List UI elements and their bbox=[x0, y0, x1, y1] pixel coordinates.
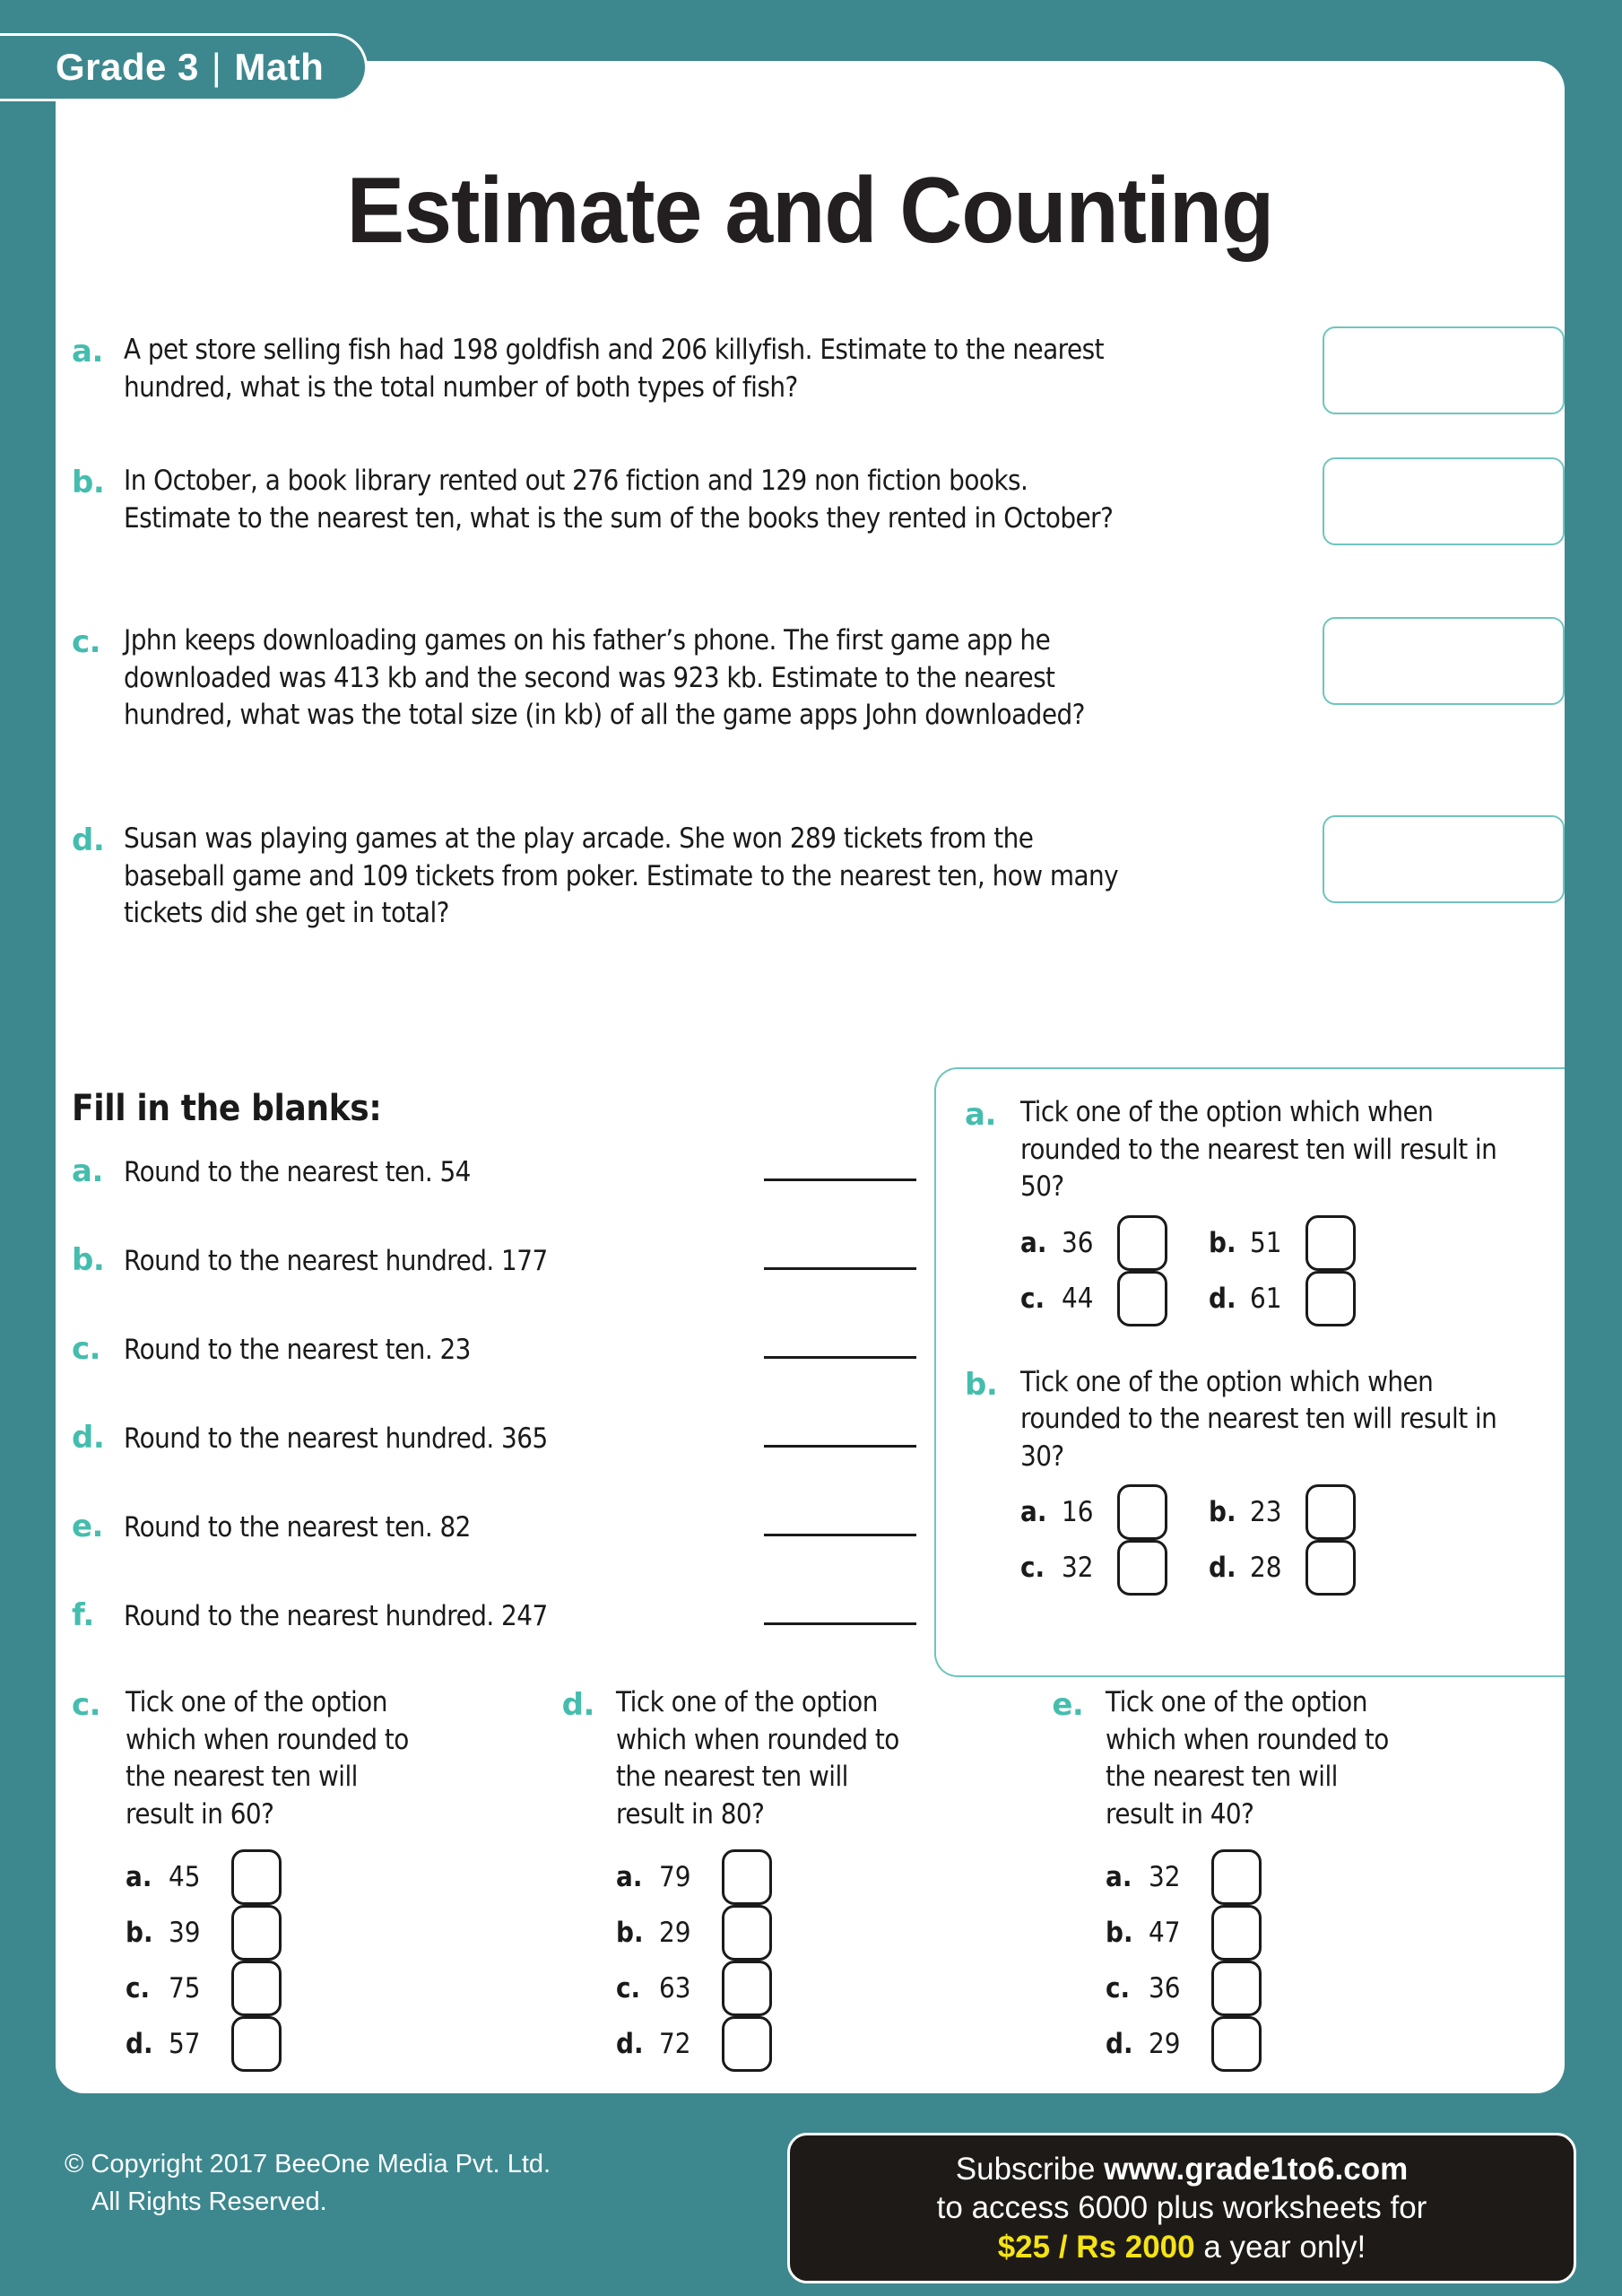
answer-box[interactable] bbox=[1323, 815, 1565, 903]
fill-blank-marker: a. bbox=[72, 1153, 103, 1189]
tick-option-label: d. bbox=[1209, 1282, 1236, 1315]
word-problem-marker: c. bbox=[72, 624, 101, 660]
answer-box[interactable] bbox=[1323, 617, 1565, 705]
word-problem-text: Jphn keeps downloading games on his father’s phone. The first game app he downloaded was 413 kb and the second was 923 kb. Estimate to the nearest hundred, what was the total size (in kb) of all the game apps John downloaded? bbox=[124, 624, 1085, 732]
tick-question-marker: c. bbox=[72, 1687, 101, 1723]
subscribe-prefix: Subscribe bbox=[955, 2151, 1105, 2187]
tick-checkbox[interactable] bbox=[231, 1849, 282, 1905]
tick-question bbox=[965, 1094, 1565, 1206]
fill-blank-row bbox=[72, 1509, 950, 1597]
tick-option-list bbox=[1106, 1849, 1542, 2072]
fill-blank-row bbox=[72, 1597, 950, 1686]
word-problem-text: Susan was playing games at the play arcade. She won 289 tickets from the baseball game and 109 tickets from poker. Estimate to the nearest ten, how many tickets did she get in total? bbox=[124, 822, 1119, 930]
tick-option bbox=[1209, 1540, 1397, 1596]
fill-blank-marker: b. bbox=[72, 1242, 105, 1278]
tick-column bbox=[562, 1684, 1053, 2072]
tick-option-label: a. bbox=[1020, 1226, 1047, 1259]
tick-option-label: d. bbox=[1209, 1552, 1236, 1585]
tick-option-value: 28 bbox=[1250, 1552, 1282, 1585]
tick-checkbox[interactable] bbox=[1305, 1215, 1356, 1271]
tick-checkbox[interactable] bbox=[1117, 1215, 1167, 1271]
tick-option bbox=[126, 1905, 562, 1961]
fill-blank-input[interactable] bbox=[616, 1622, 950, 1625]
tick-option-value: 32 bbox=[1062, 1552, 1094, 1585]
tick-question-panel bbox=[934, 1067, 1565, 1677]
tick-option-label: d. bbox=[1106, 2028, 1133, 2061]
tick-option-value: 72 bbox=[658, 2028, 691, 2061]
tick-option-value: 36 bbox=[1149, 1972, 1181, 2005]
fill-in-the-blanks-heading: Fill in the blanks: bbox=[72, 1088, 382, 1129]
tick-option-value: 39 bbox=[169, 1917, 201, 1950]
tick-option bbox=[1209, 1215, 1397, 1271]
fill-blank-row bbox=[72, 1420, 950, 1509]
word-problem-row bbox=[56, 821, 1565, 955]
fill-blank-text: Round to the nearest ten. 23 bbox=[124, 1334, 471, 1366]
tick-checkbox[interactable] bbox=[722, 2016, 772, 2072]
subscribe-line-1 bbox=[956, 2150, 1408, 2188]
tick-option-value: 51 bbox=[1250, 1226, 1282, 1259]
answer-box[interactable] bbox=[1323, 326, 1565, 414]
tick-option bbox=[1020, 1271, 1209, 1326]
word-problem-marker: d. bbox=[72, 822, 105, 858]
tick-option-label: b. bbox=[615, 1917, 644, 1950]
tick-column bbox=[72, 1684, 562, 2072]
tick-option-label: d. bbox=[126, 2028, 153, 2061]
worksheet-card bbox=[56, 61, 1565, 2093]
fill-blank-input[interactable] bbox=[531, 1355, 950, 1359]
fill-blank-input[interactable] bbox=[616, 1266, 950, 1270]
tick-option-label: a. bbox=[126, 1861, 152, 1894]
page-title: Estimate and Counting bbox=[346, 159, 1274, 263]
tick-option bbox=[616, 1961, 1053, 2016]
tick-checkbox[interactable] bbox=[722, 1961, 772, 2016]
tick-option bbox=[1106, 1849, 1542, 1905]
word-problem-marker: b. bbox=[72, 465, 105, 500]
tick-question-text: Tick one of the option which when rounded to the nearest ten will result in 60? bbox=[126, 1686, 409, 1831]
answer-box[interactable] bbox=[1323, 457, 1565, 545]
fill-blank-text: Round to the nearest hundred. 365 bbox=[124, 1422, 548, 1455]
tick-option-label: c. bbox=[1106, 1972, 1131, 2005]
tick-column bbox=[1052, 1684, 1542, 2072]
word-problem-marker: a. bbox=[72, 334, 103, 370]
tick-option-label: c. bbox=[1020, 1552, 1045, 1585]
tick-option-value: 32 bbox=[1149, 1861, 1181, 1894]
subscribe-price: $25 / Rs 2000 bbox=[997, 2229, 1195, 2265]
tick-question-marker: a. bbox=[965, 1097, 996, 1133]
subscribe-url[interactable]: www.grade1to6.com bbox=[1104, 2151, 1409, 2187]
word-problems-section bbox=[56, 332, 1565, 978]
fill-blank-row bbox=[72, 1242, 950, 1331]
fill-blank-text: Round to the nearest ten. 82 bbox=[124, 1511, 471, 1544]
tick-option-grid bbox=[1020, 1215, 1565, 1326]
tick-checkbox[interactable] bbox=[1211, 1961, 1262, 2016]
fill-in-the-blanks-list bbox=[72, 1153, 950, 1686]
tick-option-label: c. bbox=[126, 1972, 151, 2005]
fill-blank-marker: e. bbox=[72, 1509, 103, 1544]
tick-checkbox[interactable] bbox=[231, 2016, 282, 2072]
subscribe-line-2: to access 6000 plus worksheets for bbox=[936, 2190, 1427, 2226]
tick-option-value: 16 bbox=[1062, 1496, 1094, 1529]
tick-checkbox[interactable] bbox=[231, 1905, 282, 1961]
tick-question-text: Tick one of the option which when rounded to the nearest ten will result in 50? bbox=[1020, 1096, 1497, 1204]
tick-option bbox=[1209, 1271, 1397, 1326]
tick-question-marker: b. bbox=[965, 1366, 998, 1403]
tick-option-value: 47 bbox=[1149, 1917, 1181, 1950]
tick-option-label: b. bbox=[1106, 1917, 1133, 1950]
tick-question-marker: e. bbox=[1052, 1687, 1084, 1723]
fill-blank-marker: d. bbox=[72, 1420, 105, 1456]
tick-option bbox=[616, 1905, 1053, 1961]
tick-option-label: b. bbox=[1209, 1496, 1236, 1529]
tick-checkbox[interactable] bbox=[1117, 1484, 1167, 1540]
tick-option-value: 57 bbox=[169, 2028, 201, 2061]
tick-option-value: 45 bbox=[169, 1861, 201, 1894]
tick-option bbox=[1106, 1905, 1542, 1961]
tick-option-value: 36 bbox=[1062, 1226, 1094, 1259]
tick-option-label: c. bbox=[1020, 1282, 1045, 1315]
tick-option bbox=[126, 1961, 562, 2016]
subscribe-banner[interactable] bbox=[787, 2133, 1576, 2283]
tick-option-value: 79 bbox=[658, 1861, 691, 1894]
tick-option bbox=[616, 2016, 1053, 2072]
tick-checkbox[interactable] bbox=[231, 1961, 282, 2016]
copyright-line-1: © Copyright 2017 BeeOne Media Pvt. Ltd. bbox=[65, 2150, 551, 2179]
tick-question-text: Tick one of the option which when rounded to the nearest ten will result in 80? bbox=[615, 1686, 899, 1831]
tick-option-label: a. bbox=[1020, 1496, 1047, 1529]
tick-option-label: d. bbox=[615, 2028, 644, 2061]
subject-label: Math bbox=[234, 46, 325, 88]
tick-question bbox=[965, 1364, 1565, 1476]
word-problem-text: In October, a book library rented out 276 fiction and 129 non fiction books. Estimate to the nearest ten, what is the sum of the books they rented in October? bbox=[124, 465, 1114, 535]
tick-checkbox[interactable] bbox=[1117, 1540, 1167, 1596]
fill-blank-text: Round to the nearest hundred. 177 bbox=[124, 1245, 548, 1277]
copyright-notice bbox=[65, 2145, 551, 2221]
tick-checkbox[interactable] bbox=[722, 1849, 772, 1905]
fill-blank-marker: f. bbox=[72, 1597, 94, 1633]
grade-subject-tab bbox=[0, 33, 368, 101]
tick-option bbox=[616, 1849, 1053, 1905]
tick-option-value: 29 bbox=[658, 1917, 691, 1950]
tick-checkbox[interactable] bbox=[722, 1905, 772, 1961]
fill-blank-text: Round to the nearest ten. 54 bbox=[124, 1156, 471, 1188]
word-problem-text: A pet store selling fish had 198 goldfish and 206 killyfish. Estimate to the nearest hundred, what is the total number of both types of fish? bbox=[124, 334, 1104, 404]
tick-option-label: a. bbox=[1106, 1861, 1132, 1894]
tick-checkbox[interactable] bbox=[1211, 1905, 1262, 1961]
tick-option-value: 75 bbox=[169, 1972, 201, 2005]
tick-question-marker: d. bbox=[561, 1687, 594, 1723]
tick-option-label: b. bbox=[126, 1917, 153, 1950]
tick-option-value: 61 bbox=[1250, 1282, 1282, 1315]
tick-option bbox=[1020, 1215, 1209, 1271]
grade-separator: | bbox=[211, 46, 222, 88]
tick-option-label: b. bbox=[1209, 1226, 1236, 1259]
word-problem-row bbox=[56, 332, 1565, 439]
subscribe-line-3 bbox=[998, 2228, 1366, 2266]
word-problem-row bbox=[56, 622, 1565, 797]
fill-blank-text: Round to the nearest hundred. 247 bbox=[124, 1600, 548, 1632]
fill-blank-input[interactable] bbox=[531, 1533, 950, 1536]
tick-checkbox[interactable] bbox=[1305, 1271, 1356, 1326]
bottom-tick-columns bbox=[72, 1684, 1542, 2072]
tick-option bbox=[126, 2016, 562, 2072]
fill-blank-input[interactable] bbox=[616, 1444, 950, 1448]
tick-option bbox=[1106, 1961, 1542, 2016]
grade-label: Grade 3 bbox=[56, 46, 199, 88]
tick-option-value: 44 bbox=[1062, 1282, 1094, 1315]
tick-checkbox[interactable] bbox=[1117, 1271, 1167, 1326]
tick-option-value: 63 bbox=[658, 1972, 691, 2005]
tick-checkbox[interactable] bbox=[1211, 2016, 1262, 2072]
tick-option-list bbox=[126, 1849, 562, 2072]
tick-option bbox=[1106, 2016, 1542, 2072]
tick-option-value: 29 bbox=[1149, 2028, 1181, 2061]
fill-blank-input[interactable] bbox=[531, 1178, 950, 1181]
subscribe-suffix: a year only! bbox=[1194, 2229, 1366, 2265]
tick-option bbox=[1209, 1484, 1397, 1540]
word-problem-row bbox=[56, 463, 1565, 599]
tick-option bbox=[1020, 1540, 1209, 1596]
tick-option-label: c. bbox=[615, 1972, 640, 2005]
tick-option-list bbox=[616, 1849, 1053, 2072]
tick-checkbox[interactable] bbox=[1305, 1484, 1356, 1540]
tick-checkbox[interactable] bbox=[1305, 1540, 1356, 1596]
tick-option-grid bbox=[1020, 1484, 1565, 1596]
tick-option bbox=[1020, 1484, 1209, 1540]
fill-blank-row bbox=[72, 1331, 950, 1420]
tick-question-text: Tick one of the option which when rounded to the nearest ten will result in 30? bbox=[1020, 1365, 1497, 1473]
tick-option-value: 23 bbox=[1250, 1496, 1282, 1529]
tick-option-label: a. bbox=[615, 1861, 643, 1894]
tick-checkbox[interactable] bbox=[1211, 1849, 1262, 1905]
fill-blank-marker: c. bbox=[72, 1331, 101, 1367]
fill-blank-row bbox=[72, 1153, 950, 1242]
tick-option bbox=[126, 1849, 562, 1905]
copyright-line-2: All Rights Reserved. bbox=[91, 2187, 327, 2217]
tick-question-text: Tick one of the option which when rounded to the nearest ten will result in 40? bbox=[1106, 1686, 1390, 1831]
